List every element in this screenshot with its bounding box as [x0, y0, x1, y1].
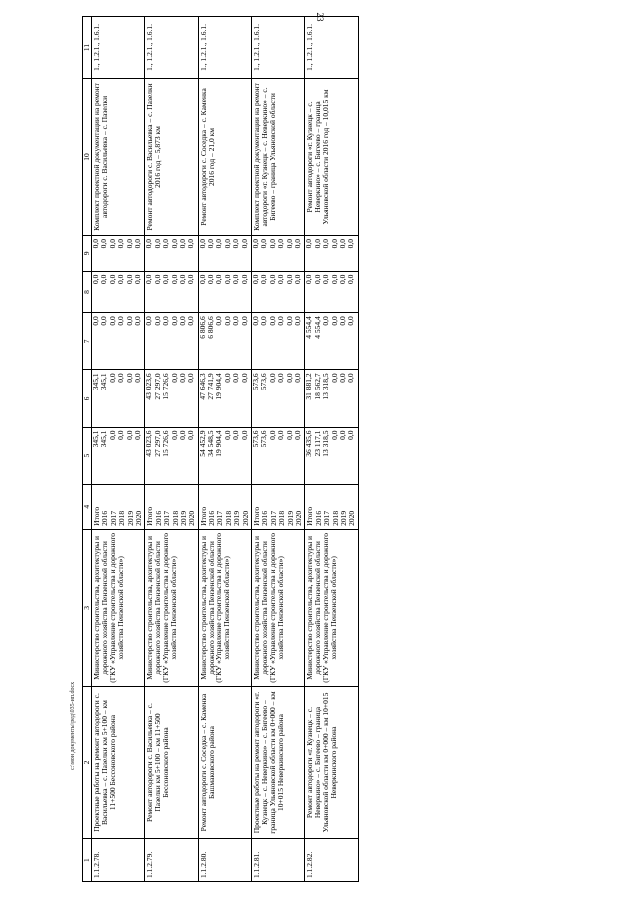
amount-value: 0,0 [346, 430, 356, 440]
amount-value: 0,0 [206, 238, 216, 249]
amount-value: 0,0 [231, 316, 241, 326]
amount-value: 47 646,3 [197, 373, 207, 400]
year-label: 2018 [223, 510, 233, 526]
amount-value: 0,0 [116, 373, 126, 383]
amount-value: 0,0 [177, 238, 187, 249]
year-label: 2016 [153, 510, 163, 526]
amount-value: 0,0 [276, 430, 286, 440]
amount-value: 0,0 [177, 274, 187, 285]
amount-value: 43 023,6 [144, 373, 154, 400]
col-header: 5 [83, 427, 92, 484]
row-c9-cell [145, 235, 198, 271]
year-label: 2018 [277, 510, 287, 526]
amount-value: 0,0 [99, 274, 109, 285]
amount-value: 0,0 [329, 238, 339, 249]
row-result: Комплект проектной документации на ремонт автодороги «г. Кузнецк – с. Неверкино» – с. Бигеево – граница Ульяновской области [252, 78, 305, 235]
table-row [198, 17, 251, 882]
rotated-page-content [82, 16, 576, 882]
amount-value: 43 023,6 [144, 430, 154, 457]
row-c5-cell [92, 427, 145, 484]
row-c5-cell [198, 427, 251, 484]
row-years-cell [145, 484, 198, 529]
row-c5-cell [145, 427, 198, 484]
amount-value: 0,0 [284, 238, 294, 249]
amount-value: 0,0 [329, 430, 339, 440]
amount-value: 19 904,4 [214, 430, 224, 457]
row-name: Ремонт автодороги с. Соседка – с. Каменка Башмаковского района [198, 686, 251, 838]
row-indicator: 1., 1.2.1., 1.6.1. [92, 17, 145, 79]
program-table [82, 16, 359, 882]
row-c9-cell [252, 235, 305, 271]
header-row [83, 17, 92, 882]
amount-value: 0,0 [186, 316, 196, 326]
col-header: 2 [83, 686, 92, 838]
amount-value: 4 554,4 [304, 316, 314, 339]
col-header: 7 [83, 313, 92, 370]
col-header: 9 [83, 235, 92, 271]
amount-value: 0,0 [214, 274, 224, 285]
row-years-cell [198, 484, 251, 529]
amount-value: 0,0 [276, 274, 286, 285]
row-result: Ремонт автодороги с. Васильевка – с. Пазелки 2016 год – 5,873 км [145, 78, 198, 235]
amount-value: 0,0 [276, 373, 286, 383]
row-result: Ремонт автодороги с. Соседка – с. Каменка 2016 год – 21,0 км [198, 78, 251, 235]
year-label: 2019 [232, 510, 242, 526]
amount-value: 0,0 [231, 238, 241, 249]
amount-value: 0,0 [337, 274, 347, 285]
row-result: Комплект проектной документации на ремонт автодороги с. Васильевка – с. Пазелки [92, 78, 145, 235]
row-c6-cell [92, 370, 145, 427]
row-id: 1.1.2.80. [198, 839, 251, 882]
amount-value: 0,0 [214, 238, 224, 249]
amount-value: 0,0 [124, 430, 134, 440]
col-header: 6 [83, 370, 92, 427]
row-c7-cell [198, 313, 251, 370]
amount-value: 0,0 [222, 373, 232, 383]
amount-value: 0,0 [107, 373, 117, 383]
amount-value: 0,0 [231, 430, 241, 440]
amount-value: 0,0 [346, 238, 356, 249]
amount-value: 0,0 [152, 316, 162, 326]
year-label: 2019 [178, 510, 188, 526]
row-indicator: 1., 1.2.1., 1.6.1. [252, 17, 305, 79]
year-label: 2017 [215, 510, 225, 526]
row-c6-cell [252, 370, 305, 427]
amount-value: 15 726,6 [161, 373, 171, 400]
year-label: 2020 [347, 510, 357, 526]
row-c8-cell [252, 271, 305, 313]
amount-value: 0,0 [312, 238, 322, 249]
amount-value: 0,0 [144, 274, 154, 285]
amount-value: 0,0 [251, 238, 261, 249]
amount-value: 0,0 [329, 373, 339, 383]
amount-value: 6 806,6 [197, 316, 207, 339]
year-label: 2020 [293, 510, 303, 526]
row-c7-cell [145, 313, 198, 370]
year-label: Итого [92, 506, 101, 526]
amount-value: 0,0 [197, 274, 207, 285]
amount-value: 6 806,6 [206, 316, 216, 339]
amount-value: 0,0 [239, 316, 249, 326]
amount-value: 0,0 [292, 373, 302, 383]
amount-value: 0,0 [91, 238, 100, 249]
amount-value: 0,0 [284, 274, 294, 285]
amount-value: 0,0 [99, 316, 109, 326]
year-label: 2020 [133, 510, 143, 526]
amount-value: 0,0 [267, 316, 277, 326]
amount-value: 0,0 [132, 373, 142, 383]
amount-value: 0,0 [132, 274, 142, 285]
amount-value: 0,0 [259, 238, 269, 249]
amount-value: 0,0 [197, 238, 207, 249]
amount-value: 0,0 [186, 274, 196, 285]
row-executor: Министерство строительства, архитектуры и дорожного хозяйства Пензенской области (ГКУ «Управление строительства и дорожного хозяйства Пензенской области») [198, 529, 251, 686]
year-label: Итого [145, 506, 155, 526]
amount-value: 0,0 [337, 238, 347, 249]
amount-value: 34 548,5 [206, 430, 216, 457]
amount-value: 0,0 [284, 316, 294, 326]
amount-value: 345,1 [91, 373, 100, 391]
year-label: 2019 [338, 510, 348, 526]
amount-value: 0,0 [312, 274, 322, 285]
amount-value: 0,0 [177, 373, 187, 383]
col-header: 3 [83, 529, 92, 686]
row-executor: Министерство строительства, архитектуры и дорожного хозяйства Пензенской области (ГКУ «Управление строительства и дорожного хозяйства Пензенской области») [145, 529, 198, 686]
amount-value: 0,0 [124, 373, 134, 383]
file-path-footer: c:\мои документы\ред\035-ип.docx [70, 681, 76, 770]
amount-value: 0,0 [132, 430, 142, 440]
row-indicator: 1., 1.2.1., 1.6.1. [145, 17, 198, 79]
row-result: Ремонт автодороги «г. Кузнецк – с. Неверкино» – с. Бигеево – граница Ульяновской области 2016 год – 10,015 км [305, 78, 358, 235]
amount-value: 0,0 [267, 373, 277, 383]
amount-value: 0,0 [239, 274, 249, 285]
row-c7-cell [305, 313, 358, 370]
amount-value: 15 726,6 [161, 430, 171, 457]
amount-value: 0,0 [337, 316, 347, 326]
amount-value: 0,0 [222, 274, 232, 285]
row-c5-cell [252, 427, 305, 484]
amount-value: 0,0 [161, 238, 171, 249]
row-c8-cell [92, 271, 145, 313]
amount-value: 0,0 [284, 430, 294, 440]
amount-value: 0,0 [107, 274, 117, 285]
amount-value: 0,0 [304, 238, 314, 249]
amount-value: 27 741,9 [206, 373, 216, 400]
amount-value: 19 904,4 [214, 373, 224, 400]
year-label: 2020 [187, 510, 197, 526]
row-c9-cell [198, 235, 251, 271]
row-executor: Министерство строительства, архитектуры и дорожного хозяйства Пензенской области (ГКУ «Управление строительства и дорожного хозяйства Пензенской области») [305, 529, 358, 686]
amount-value: 0,0 [132, 238, 142, 249]
amount-value: 0,0 [124, 274, 134, 285]
amount-value: 0,0 [107, 316, 117, 326]
amount-value: 0,0 [116, 430, 126, 440]
amount-value: 0,0 [329, 316, 339, 326]
amount-value: 0,0 [177, 430, 187, 440]
amount-value: 0,0 [337, 373, 347, 383]
amount-value: 4 554,4 [312, 316, 322, 339]
page-number: 23 [315, 12, 325, 22]
amount-value: 0,0 [346, 274, 356, 285]
amount-value: 0,0 [267, 238, 277, 249]
amount-value: 345,1 [91, 430, 100, 448]
row-c6-cell [305, 370, 358, 427]
amount-value: 13 318,5 [321, 373, 331, 400]
row-executor: Министерство строительства, архитектуры и дорожного хозяйства Пензенской области (ГКУ «Управление строительства и дорожного хозяйства Пензенской области») [252, 529, 305, 686]
amount-value: 0,0 [161, 316, 171, 326]
amount-value: 23 117,1 [312, 430, 322, 457]
year-label: 2019 [125, 510, 135, 526]
row-c6-cell [198, 370, 251, 427]
amount-value: 0,0 [267, 430, 277, 440]
col-header: 4 [83, 484, 92, 529]
amount-value: 0,0 [214, 316, 224, 326]
row-name: Проектные работы на ремонт автодороги с. Васильевка – с. Пазелки км 5+100 – км 11+500 Бессоновского района [92, 686, 145, 838]
row-id: 1.1.2.82. [305, 839, 358, 882]
amount-value: 0,0 [222, 430, 232, 440]
amount-value: 0,0 [259, 316, 269, 326]
year-label: Итого [305, 506, 315, 526]
row-years-cell [252, 484, 305, 529]
amount-value: 31 881,2 [304, 373, 314, 400]
amount-value: 573,6 [259, 373, 269, 391]
amount-value: 0,0 [177, 316, 187, 326]
year-label: Итого [252, 506, 262, 526]
year-label: 2017 [322, 510, 332, 526]
row-indicator: 1., 1.2.1., 1.6.1. [198, 17, 251, 79]
row-c8-cell [305, 271, 358, 313]
row-indicator: 1., 1.2.1., 1.6.1. [305, 17, 358, 79]
year-label: 2016 [313, 510, 323, 526]
amount-value: 0,0 [321, 316, 331, 326]
amount-value: 0,0 [321, 274, 331, 285]
amount-value: 0,0 [292, 430, 302, 440]
row-c8-cell [198, 271, 251, 313]
row-id: 1.1.2.79. [145, 839, 198, 882]
amount-value: 0,0 [346, 316, 356, 326]
amount-value: 0,0 [321, 238, 331, 249]
amount-value: 0,0 [284, 373, 294, 383]
amount-value: 0,0 [169, 430, 179, 440]
amount-value: 0,0 [304, 274, 314, 285]
amount-value: 0,0 [107, 430, 117, 440]
amount-value: 0,0 [116, 238, 126, 249]
amount-value: 0,0 [292, 316, 302, 326]
year-label: 2018 [170, 510, 180, 526]
amount-value: 0,0 [292, 274, 302, 285]
row-c5-cell [305, 427, 358, 484]
year-label: 2017 [162, 510, 172, 526]
amount-value: 0,0 [251, 316, 261, 326]
amount-value: 0,0 [222, 238, 232, 249]
amount-value: 0,0 [124, 238, 134, 249]
col-header: 10 [83, 78, 92, 235]
table-row [92, 17, 145, 882]
amount-value: 0,0 [132, 316, 142, 326]
row-name: Ремонт автодороги «г. Кузнецк – с. Неверкино» – с. Бигеево – граница Ульяновской области км 0+000 – км 10+015 Неверкинского района [305, 686, 358, 838]
year-label: 2016 [207, 510, 217, 526]
table-row [145, 17, 198, 882]
amount-value: 0,0 [239, 238, 249, 249]
amount-value: 54 452,9 [197, 430, 207, 457]
amount-value: 0,0 [276, 238, 286, 249]
row-years-cell [305, 484, 358, 529]
amount-value: 0,0 [239, 430, 249, 440]
amount-value: 0,0 [337, 430, 347, 440]
row-c7-cell [252, 313, 305, 370]
amount-value: 573,6 [251, 430, 261, 448]
year-label: 2019 [285, 510, 295, 526]
amount-value: 0,0 [124, 316, 134, 326]
year-label: 2020 [240, 510, 250, 526]
year-label: 2016 [100, 510, 110, 526]
amount-value: 0,0 [161, 274, 171, 285]
amount-value: 13 318,5 [321, 430, 331, 457]
col-header: 8 [83, 271, 92, 313]
amount-value: 27 297,0 [152, 373, 162, 400]
amount-value: 27 297,0 [152, 430, 162, 457]
year-label: 2018 [117, 510, 127, 526]
amount-value: 0,0 [186, 430, 196, 440]
amount-value: 0,0 [239, 373, 249, 383]
row-years-cell [92, 484, 145, 529]
amount-value: 0,0 [116, 316, 126, 326]
row-id: 1.1.2.81. [252, 839, 305, 882]
amount-value: 573,6 [251, 373, 261, 391]
amount-value: 345,1 [99, 430, 109, 448]
amount-value: 0,0 [144, 316, 154, 326]
row-c9-cell [305, 235, 358, 271]
amount-value: 0,0 [267, 274, 277, 285]
amount-value: 0,0 [231, 274, 241, 285]
amount-value: 0,0 [186, 238, 196, 249]
amount-value: 573,6 [259, 430, 269, 448]
amount-value: 345,1 [99, 373, 109, 391]
amount-value: 0,0 [169, 238, 179, 249]
row-id: 1.1.2.78. [92, 839, 145, 882]
col-header: 11 [83, 17, 92, 79]
amount-value: 36 435,6 [304, 430, 314, 457]
row-c9-cell [92, 235, 145, 271]
row-name: Проектные работы на ремонт автодороги «г. Кузнецк – с. Неверкино» – с. Бигеево – граница Ульяновской области км 0+000 – км 10+015 Неверкинского района [252, 686, 305, 838]
amount-value: 0,0 [91, 316, 100, 326]
row-name: Ремонт автодороги с. Васильевка – с. Пазелки км 5+100 – км 11+500 Бессоновского района [145, 686, 198, 838]
amount-value: 0,0 [99, 238, 109, 249]
amount-value: 0,0 [276, 316, 286, 326]
year-label: 2017 [268, 510, 278, 526]
amount-value: 0,0 [169, 373, 179, 383]
amount-value: 0,0 [259, 274, 269, 285]
amount-value: 0,0 [107, 238, 117, 249]
amount-value: 0,0 [186, 373, 196, 383]
table-row [252, 17, 305, 882]
year-label: 2017 [108, 510, 118, 526]
amount-value: 0,0 [91, 274, 100, 285]
col-header: 1 [83, 839, 92, 882]
row-c6-cell [145, 370, 198, 427]
table-body [92, 17, 359, 882]
amount-value: 0,0 [169, 274, 179, 285]
amount-value: 0,0 [222, 316, 232, 326]
amount-value: 0,0 [329, 274, 339, 285]
amount-value: 0,0 [116, 274, 126, 285]
amount-value: 0,0 [169, 316, 179, 326]
amount-value: 18 562,7 [312, 373, 322, 400]
amount-value: 0,0 [206, 274, 216, 285]
amount-value: 0,0 [152, 274, 162, 285]
amount-value: 0,0 [231, 373, 241, 383]
amount-value: 0,0 [292, 238, 302, 249]
row-c7-cell [92, 313, 145, 370]
amount-value: 0,0 [346, 373, 356, 383]
year-label: 2016 [260, 510, 270, 526]
amount-value: 0,0 [144, 238, 154, 249]
year-label: Итого [198, 506, 208, 526]
amount-value: 0,0 [152, 238, 162, 249]
row-c8-cell [145, 271, 198, 313]
amount-value: 0,0 [251, 274, 261, 285]
row-executor: Министерство строительства, архитектуры и дорожного хозяйства Пензенской области (ГКУ «Управление строительства и дорожного хозяйства Пензенской области») [92, 529, 145, 686]
year-label: 2018 [330, 510, 340, 526]
table-row [305, 17, 358, 882]
